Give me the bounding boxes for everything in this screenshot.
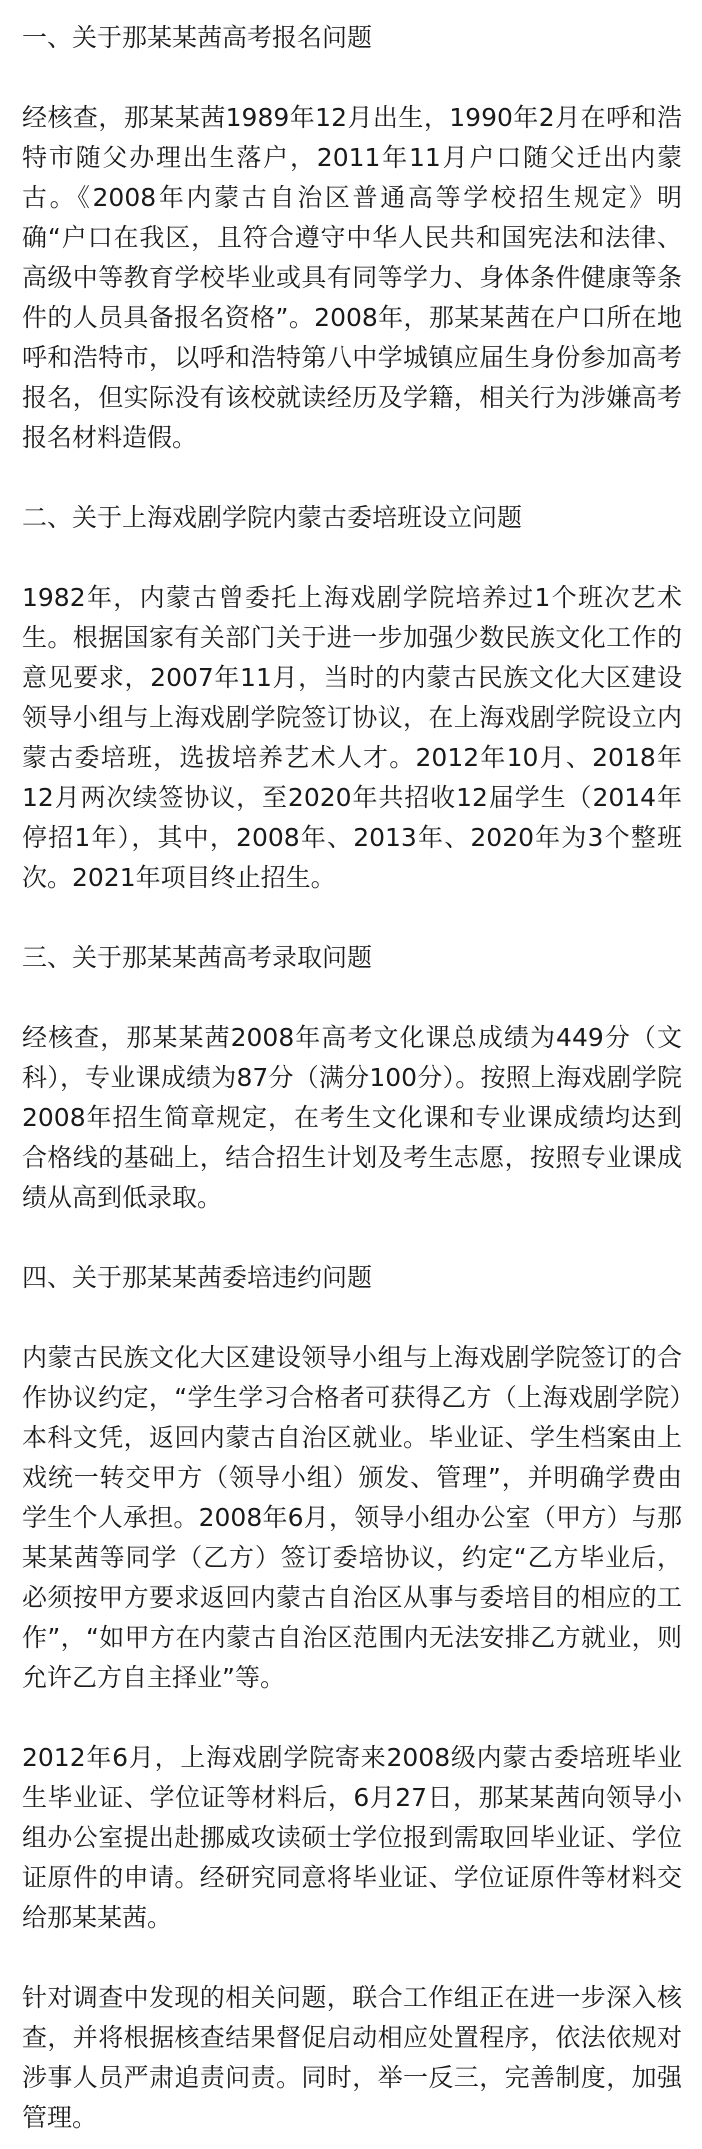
spacer [22,978,682,1018]
section-1-paragraph-1: 经核查，那某某茜1989年12月出生，1990年2月在呼和浩特市随父办理出生落户，2011年11月户口随父迁出内蒙古。《2008年内蒙古自治区普通高等学校招生规定》明确“户口在我区，且符合遵守中华人民共和国宪法和法律、高级中等教育学校毕业或具有同等学力、身体条件健康等条件的人员具备报名资格”。2008年，那某某茜在户口所在地呼和浩特市，以呼和浩特第八中学城镇应届生身份参加高考报名，但实际没有该校就读经历及学籍，相关行为涉嫌高考报名材料造假。 [22,103,682,452]
section-3-paragraph-1: 经核查，那某某茜2008年高考文化课总成绩为449分（文科），专业课成绩为87分（满分100分）。按照上海戏剧学院2008年招生简章规定，在考生文化课和专业课成绩均达到合格线的基础上，结合招生计划及考生志愿，按照专业课成绩从高到低录取。 [22,1023,682,1212]
spacer [22,1298,682,1338]
spacer [22,1698,682,1738]
section-2-paragraph-1: 1982年，内蒙古曾委托上海戏剧学院培养过1个班次艺术生。根据国家有关部门关于进一步加强少数民族文化工作的意见要求，2007年11月，当时的内蒙古民族文化大区建设领导小组与上海戏剧学院签订协议，在上海戏剧学院设立内蒙古委培班，选拔培养艺术人才。2012年10月、2018年12月两次续签协议，至2020年共招收12届学生（2014年停招1年），其中，2008年、2013年、2020年为3个整班次。2021年项目终止招生。 [22,583,682,892]
section-4-paragraph-2: 2012年6月，上海戏剧学院寄来2008级内蒙古委培班毕业生毕业证、学位证等材料后，6月27日，那某某茜向领导小组办公室提出赴挪威攻读硕士学位报到需取回毕业证、学位证原件的申请。经研究同意将毕业证、学位证原件等材料交给那某某茜。 [22,1743,682,1932]
spacer [22,458,682,498]
section-1-heading: 一、关于那某某茜高考报名问题 [22,23,373,52]
spacer [22,538,682,578]
spacer [22,1218,682,1258]
section-2-heading: 二、关于上海戏剧学院内蒙古委培班设立问题 [22,503,523,532]
section-4-paragraph-3: 针对调查中发现的相关问题，联合工作组正在进一步深入核查，并将根据核查结果督促启动相应处置程序，依法依规对涉事人员严肃追责问责。同时，举一反三，完善制度，加强管理。 [22,1983,682,2132]
spacer [22,898,682,938]
spacer [22,1938,682,1978]
section-4-paragraph-1: 内蒙古民族文化大区建设领导小组与上海戏剧学院签订的合作协议约定，“学生学习合格者可获得乙方（上海戏剧学院）本科文凭，返回内蒙古自治区就业。毕业证、学生档案由上戏统一转交甲方（领导小组）颁发、管理”，并明确学费由学生个人承担。2008年6月，领导小组办公室（甲方）与那某某茜等同学（乙方）签订委培协议，约定“乙方毕业后，必须按甲方要求返回内蒙古自治区从事与委培目的相应的工作”，“如甲方在内蒙古自治区范围内无法安排乙方就业，则允许乙方自主择业”等。 [22,1343,682,1692]
section-3-heading: 三、关于那某某茜高考录取问题 [22,943,373,972]
spacer [22,58,682,98]
section-4-heading: 四、关于那某某茜委培违约问题 [22,1263,373,1292]
